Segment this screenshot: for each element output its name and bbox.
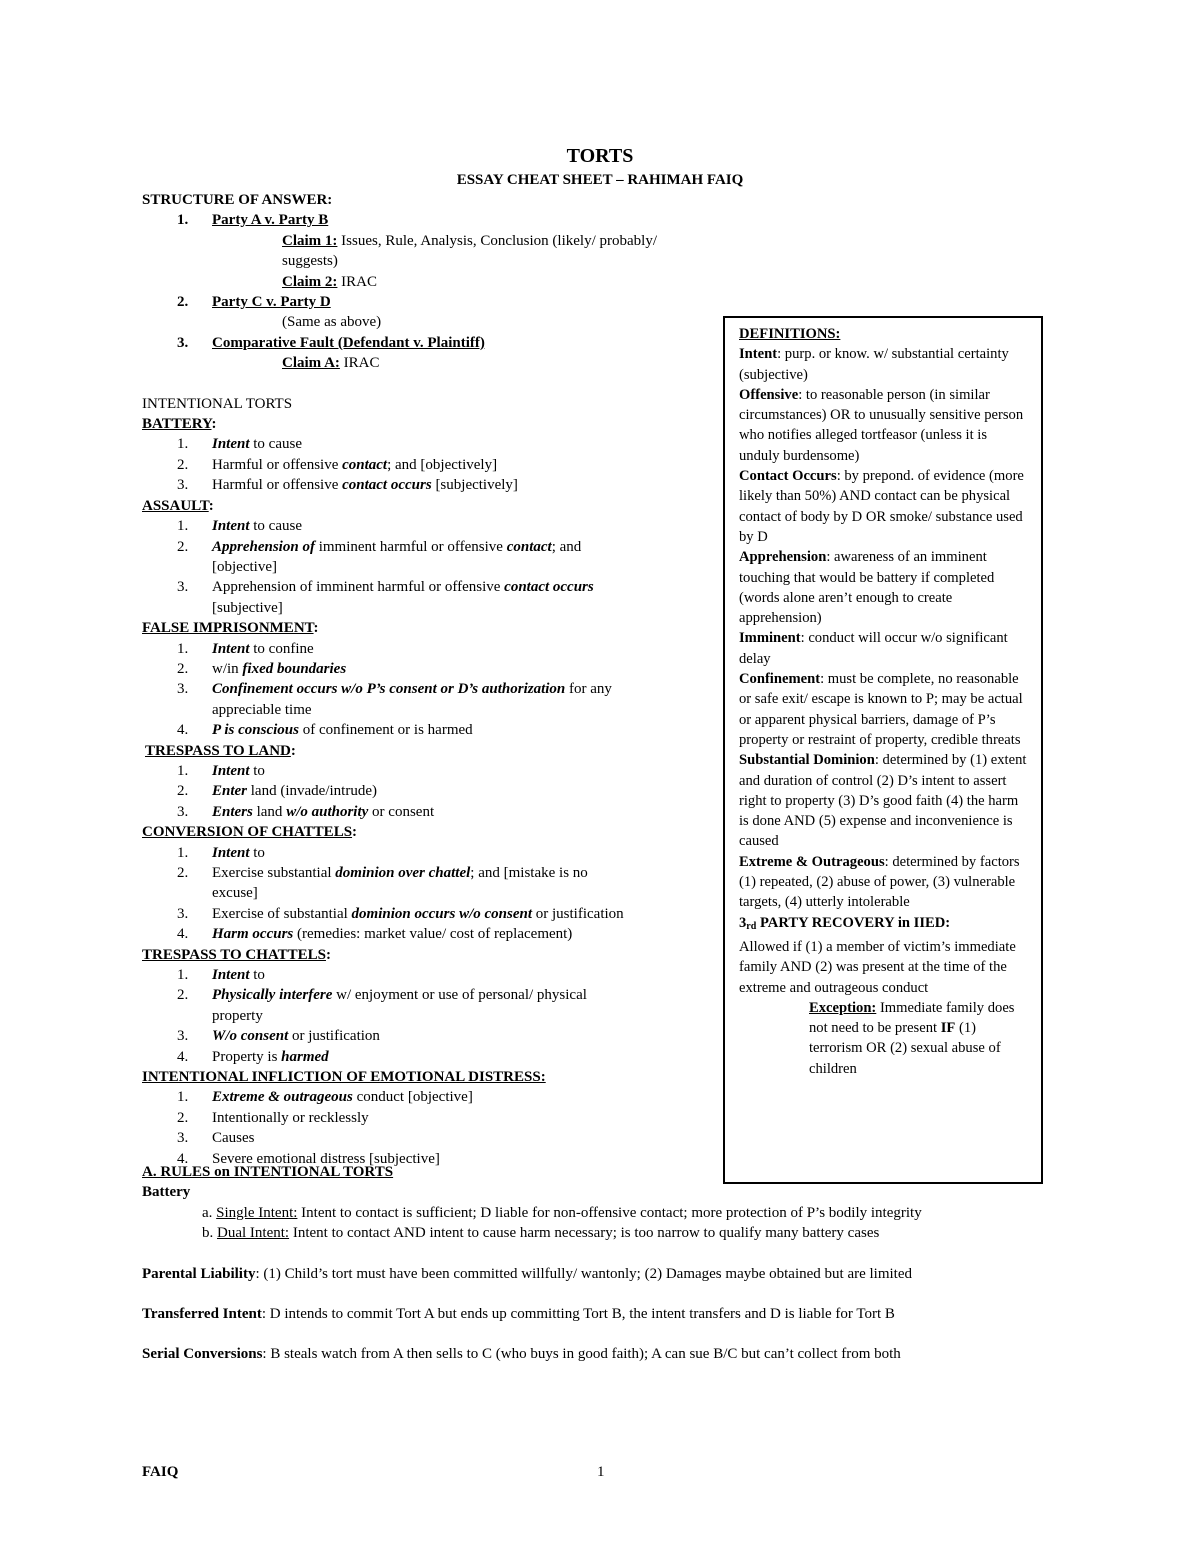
list-item: 1. Intent to cause <box>177 436 302 453</box>
list-item: 4. Property is harmed <box>177 1048 329 1065</box>
trespass-chattels-heading: TRESPASS TO CHATTELS: <box>142 946 331 963</box>
definition-item: Apprehension: awareness of an imminent touching that would be battery if completed (words alone aren’t enough to create apprehension) <box>739 549 995 627</box>
rule-item: b. Dual Intent: Intent to contact AND intent to cause harm necessary; is too narrow to qualify many battery cases <box>202 1225 880 1242</box>
definition-item: Contact Occurs: by prepond. of evidence (more likely than 50%) AND contact can be physical contact of body by D OR smoke/ substance used by D <box>739 468 1024 545</box>
third-party-text: Allowed if (1) a member of victim’s immediate family AND (2) was present at the time of the extreme and outrageous conduct <box>739 938 1016 996</box>
trespass-land-heading: TRESPASS TO LAND: <box>145 742 296 759</box>
list-item: 1. Intent to <box>177 762 265 779</box>
list-item: 3. Exercise of substantial dominion occurs w/o consent or justification <box>177 905 624 922</box>
list-item: 1. Intent to <box>177 844 265 861</box>
list-item: 3. Enters land w/o authority or consent <box>177 803 435 820</box>
main-column <box>142 190 707 1169</box>
list-item: 1. Intent to confine <box>177 640 314 657</box>
definition-item: Imminent: conduct will occur w/o significant delay <box>739 630 1008 667</box>
list-item: 4. Severe emotional distress [subjective] <box>177 1150 440 1167</box>
footer-page-number: 1 <box>597 1464 605 1480</box>
list-item: 2. Physically interfere w/ enjoyment or use of personal/ physical property <box>177 987 587 1024</box>
claim-line: Claim A: IRAC <box>282 355 380 372</box>
structure-item: 1. Party A v. Party B <box>177 212 329 229</box>
list-item: 1. Intent to <box>177 967 265 984</box>
list-item: 3. W/o consent or justification <box>177 1028 380 1045</box>
definition-item: Extreme & Outrageous: determined by factors (1) repeated, (2) abuse of power, (3) vulnerable targets, (4) utterly intolerable <box>739 853 1020 911</box>
list-item: 3. Causes <box>177 1130 255 1147</box>
rules-section <box>142 1162 1082 1365</box>
structure-item: 2. Party C v. Party D <box>177 294 331 311</box>
structure-item: 3. Comparative Fault (Defendant v. Plaintiff) <box>177 334 485 351</box>
list-item: 4. P is conscious of confinement or is harmed <box>177 722 473 739</box>
rule-item: Serial Conversions: B steals watch from A then sells to C (who buys in good faith); A can sue B/C but can’t collect from both <box>142 1346 901 1363</box>
rules-battery-heading: Battery <box>142 1184 191 1201</box>
list-item: 2. w/in fixed boundaries <box>177 660 347 677</box>
definitions-heading: DEFINITIONS: <box>739 326 841 342</box>
rules-heading: A. RULES on INTENTIONAL TORTS <box>142 1164 394 1180</box>
footer-author: FAIQ <box>142 1464 179 1480</box>
false-imprisonment-heading: FALSE IMPRISONMENT: <box>142 620 319 637</box>
iied-heading: INTENTIONAL INFLICTION OF EMOTIONAL DISTRESS: <box>142 1069 546 1086</box>
list-item: 1. Intent to cause <box>177 518 302 535</box>
structure-heading: STRUCTURE OF ANSWER: <box>142 192 333 208</box>
third-party-heading: $3_{rd}$ PARTY RECOVERY in IIED: <box>739 914 951 932</box>
definition-item: Substantial Dominion: determined by (1) extent and duration of control (2) D’s intent to assert right to property (3) D’s good faith (4) the harm is done AND (5) expense and inconvenience is caused <box>739 752 1027 850</box>
list-item: 3. Harmful or offensive contact occurs [subjectively] <box>177 477 518 494</box>
claim-line: Claim 2: IRAC <box>282 273 378 290</box>
list-item: 2. Enter land (invade/intrude) <box>177 783 377 800</box>
list-item: 2. Harmful or offensive contact; and [objectively] <box>177 456 498 473</box>
definitions-box <box>723 316 1043 1184</box>
rule-item: Parental Liability: (1) Child’s tort must have been committed willfully/ wantonly; (2) Damages maybe obtained but are limited <box>142 1265 913 1282</box>
definition-item: Offensive: to reasonable person (in similar circumstances) OR to unusually sensitive person who notifies alleged tortfeasor (unless it is unduly burdensome) <box>739 386 1024 464</box>
conversion-heading: CONVERSION OF CHATTELS: <box>142 824 358 841</box>
assault-heading: ASSAULT: <box>142 497 214 514</box>
claim-line: (Same as above) <box>282 314 382 331</box>
exception-text: Exception: Immediate family does not need to be present IF (1) terrorism OR (2) sexual abuse of children <box>809 999 1015 1077</box>
list-item: 1. Extreme & outrageous conduct [objective] <box>177 1089 473 1106</box>
rule-item: a. Single Intent: Intent to contact is sufficient; D liable for non-offensive contact; more protection of P’s bodily integrity <box>202 1204 922 1221</box>
definition-item: Confinement: must be complete, no reasonable or safe exit/ escape is known to P; may be actual or apparent physical barriers, damage of P’s property or restraint of property, credible threats <box>739 671 1023 748</box>
list-item: 3. Apprehension of imminent harmful or offensive contact occurs [subjective] <box>177 579 594 616</box>
list-item: 3. Confinement occurs w/o P’s consent or D’s authorization for any appreciable time <box>177 681 612 718</box>
definition-item: Intent: purp. or know. w/ substantial certainty (subjective) <box>739 346 1009 383</box>
claim-line: Claim 1: Issues, Rule, Analysis, Conclusion (likely/ probably/ suggests) <box>282 232 657 270</box>
list-item: 2. Exercise substantial dominion over chattel; and [mistake is no excuse] <box>177 865 588 902</box>
list-item: 2. Intentionally or recklessly <box>177 1109 369 1126</box>
intentional-torts-heading: INTENTIONAL TORTS <box>142 395 293 412</box>
list-item: 2. Apprehension of imminent harmful or offensive contact; and [objective] <box>177 538 582 575</box>
page-title: TORTS <box>566 145 634 167</box>
page-subtitle: ESSAY CHEAT SHEET – RAHIMAH FAIQ <box>456 172 744 188</box>
list-item: 4. Harm occurs (remedies: market value/ cost of replacement) <box>177 926 573 943</box>
battery-heading: BATTERY: <box>142 416 217 433</box>
rule-item: Transferred Intent: D intends to commit Tort A but ends up committing Tort B, the intent transfers and D is liable for Tort B <box>142 1306 895 1323</box>
